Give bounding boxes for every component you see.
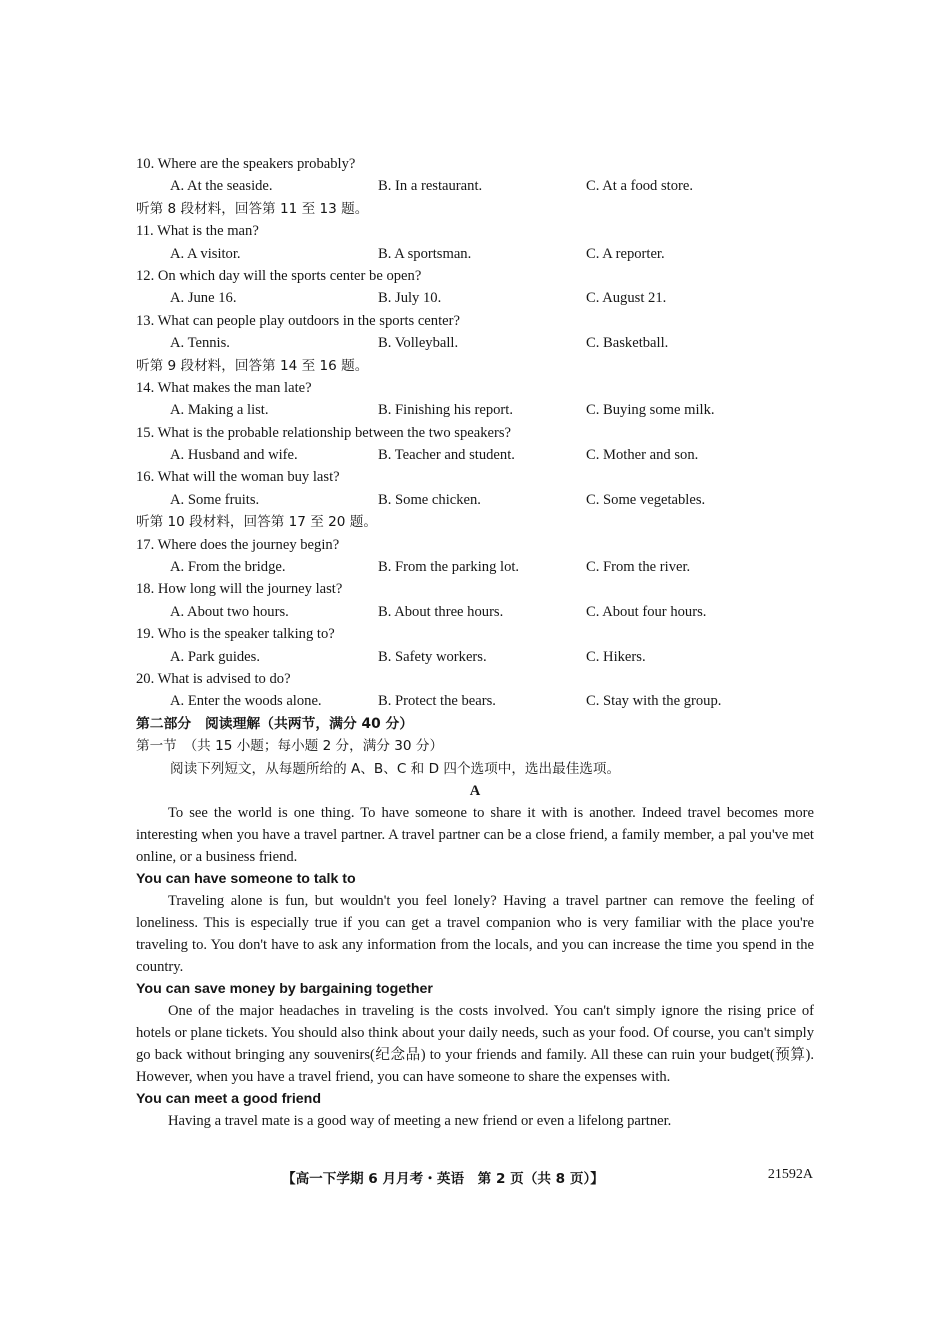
question-stem: 19. Who is the speaker talking to?: [136, 626, 335, 643]
option-b: B. From the parking lot.: [378, 559, 520, 576]
passage-paragraph: Having a travel mate is a good way of meeting a new friend or even a lifelong partner.: [168, 1113, 672, 1130]
option-a: A. About two hours.: [170, 603, 289, 620]
option-b: B. Teacher and student.: [378, 447, 515, 464]
option-c: C. Basketball.: [586, 335, 669, 352]
option-b: B. Safety workers.: [378, 648, 487, 665]
listening-instruction: 听第 9 段材料，回答第 14 至 16 题。: [136, 357, 369, 374]
question-stem: 17. Where does the journey begin?: [136, 536, 340, 553]
option-a: A. Park guides.: [170, 648, 260, 665]
option-c: C. From the river.: [586, 559, 691, 576]
option-c: C. At a food store.: [586, 178, 694, 195]
page-content: [136, 153, 814, 1132]
option-b: B. A sportsman.: [378, 245, 472, 262]
passage-label: A: [469, 782, 481, 799]
option-a: A. At the seaside.: [170, 178, 273, 195]
option-a: A. June 16.: [170, 290, 237, 307]
answer-options: [136, 444, 814, 466]
passage-paragraph: Traveling alone is fun, but wouldn't you feel lonely? Having a travel partner can remove the feeling of loneliness. This is especially true if you can get a travel companion who is very familiar with the place you're traveling to. You don't have to ask any information from the locals, and you can increase the time you spend in the country.: [136, 893, 814, 976]
question-stem: 14. What makes the man late?: [136, 379, 312, 396]
option-c: C. Some vegetables.: [586, 491, 706, 508]
answer-options: [136, 690, 814, 712]
option-b: B. Finishing his report.: [378, 402, 513, 419]
option-b: B. About three hours.: [378, 603, 504, 620]
question-stem: 18. How long will the journey last?: [136, 581, 343, 598]
question-stem: 16. What will the woman buy last?: [136, 469, 340, 486]
option-b: B. Protect the bears.: [378, 693, 496, 710]
question-stem: 10. Where are the speakers probably?: [136, 156, 356, 172]
part-title: 第二部分 阅读理解（共两节，满分 40 分）: [136, 715, 414, 732]
answer-options: [136, 399, 814, 421]
option-a: A. From the bridge.: [170, 559, 286, 576]
option-c: C. Stay with the group.: [586, 693, 722, 710]
listening-instruction: 听第 8 段材料，回答第 11 至 13 题。: [136, 200, 369, 217]
answer-options: [136, 489, 814, 511]
option-b: B. In a restaurant.: [378, 178, 483, 195]
reading-instruction: 阅读下列短文，从每题所给的 A、B、C 和 D 四个选项中，选出最佳选项。: [170, 760, 621, 777]
option-c: C. Hikers.: [586, 648, 646, 665]
question-stem: 20. What is advised to do?: [136, 670, 291, 687]
question-stem: 12. On which day will the sports center be open?: [136, 267, 422, 284]
passage-intro: To see the world is one thing. To have someone to share it with is another. Indeed travel becomes more interesting when you have a travel partner. A travel partner can be a close friend, a family member, a pal you've met online, or a business friend.: [136, 805, 814, 866]
passage-subheading: You can meet a good friend: [136, 1091, 321, 1108]
passage-subheading: You can have someone to talk to: [136, 871, 356, 888]
section-title: 第一节 （共 15 小题；每小题 2 分，满分 30 分）: [136, 738, 444, 755]
question-stem: 11. What is the man?: [136, 223, 259, 240]
option-a: A. Making a list.: [170, 402, 269, 419]
answer-options: [136, 243, 814, 265]
passage-paragraph: One of the major headaches in traveling is the costs involved. You can't simply ignore the rising price of hotels or plane tickets. You should also think about your daily needs, such as your food. Of course, you can't simply go back without bringing any souvenirs(纪念品) to your friends and family. All these can ruin your budget(预算). However, when you have a travel friend, you can have someone to share the expenses with.: [136, 1003, 814, 1086]
answer-options: [136, 646, 814, 668]
option-b: B. July 10.: [378, 290, 442, 307]
option-c: C. Mother and son.: [586, 447, 699, 464]
answer-options: [136, 601, 814, 623]
listening-instruction: 听第 10 段材料，回答第 17 至 20 题。: [136, 514, 377, 531]
option-a: A. Tennis.: [170, 335, 230, 352]
question-stem: 13. What can people play outdoors in the sports center?: [136, 312, 460, 329]
option-c: C. Buying some milk.: [586, 402, 715, 419]
answer-options: [136, 332, 814, 354]
option-c: C. About four hours.: [586, 603, 707, 620]
answer-options: [136, 287, 814, 309]
answer-options: [136, 175, 814, 197]
option-c: C. A reporter.: [586, 245, 665, 262]
option-a: A. Enter the woods alone.: [170, 693, 322, 710]
footer-exam-code: 21592A: [767, 1167, 813, 1182]
option-a: A. Husband and wife.: [170, 447, 298, 464]
question-stem: 15. What is the probable relationship between the two speakers?: [136, 424, 511, 441]
option-b: B. Some chicken.: [378, 491, 481, 508]
option-c: C. August 21.: [586, 290, 667, 307]
option-a: A. A visitor.: [170, 245, 241, 262]
answer-options: [136, 556, 814, 578]
option-a: A. Some fruits.: [170, 491, 260, 508]
option-b: B. Volleyball.: [378, 335, 459, 352]
footer-page-info: 【高一下学期 6 月月考・英语 第 2 页（共 8 页）】: [282, 1171, 604, 1187]
passage-subheading: You can save money by bargaining together: [136, 981, 433, 998]
